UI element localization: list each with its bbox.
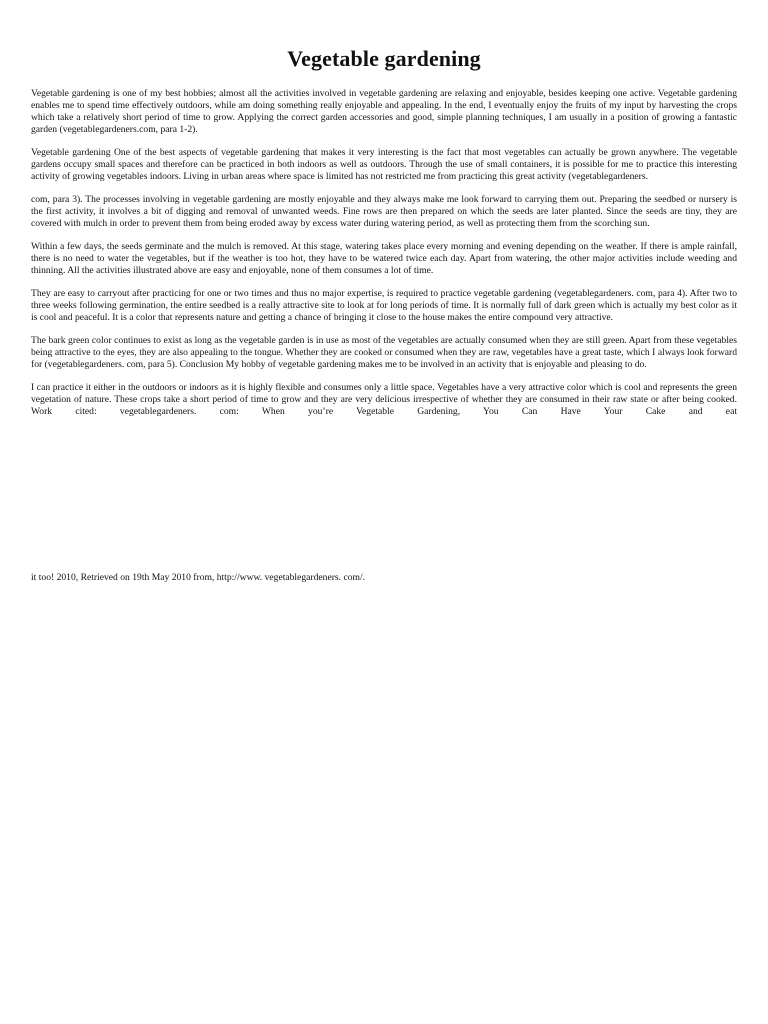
paragraph-5: They are easy to carryout after practicing for one or two times and thus no major expertise, is required to practice vegetable gardening (vegetablegardeners. com, para 4). After two to three weeks following germination, the entire seedbed is a really attractive site to look at for long periods of time. It is normally full of dark green which is actually my best color as it is cool and peaceful. It is a color that represents nature and getting a chance of bringing it close to the house makes the entire compound very attractive. [31, 288, 737, 323]
paragraph-2: Vegetable gardening One of the best aspects of vegetable gardening that makes it very interesting is the fact that most vegetables can actually be grown anywhere. The vegetable gardens occupy small spaces and therefore can be practiced in both indoors as well as outdoors. Through the use of small containers, it is possible for me to practice this interesting activity of growing vegetables indoors. Living in urban areas where space is limited has not restricted me from practicing this great activity (vegetablegardeners. [31, 147, 737, 182]
paragraph-4: Within a few days, the seeds germinate and the mulch is removed. At this stage, watering takes place every morning and evening depending on the weather. If there is ample rainfall, there is no need to water the vegetables, but if the weather is too hot, they have to be watered twice each day. Apart from watering, the other major activities include weeding and thinning. All the activities illustrated above are easy and enjoyable, none of them consumes a lot of time. [31, 241, 737, 276]
paragraph-6: The bark green color continues to exist as long as the vegetable garden is in use as most of the vegetables are actually consumed when they are still green. Apart from these vegetables being attractive to the eyes, they are also appealing to the tongue. Whether they are cooked or consumed when they are raw, vegetables have a great taste, which I always look forward for (vegetablegardeners. com, para 5). Conclusion My hobby of vegetable gardening makes me to be involved in an activity that is enjoyable and pleasing to do. [31, 335, 737, 370]
paragraph-1: Vegetable gardening is one of my best hobbies; almost all the activities involved in vegetable gardening are relaxing and enjoyable, besides keeping one active. Vegetable gardening enables me to spend time effectively outdoors, while am doing something really enjoyable and appealing. In the end, I eventually enjoy the fruits of my input by harvesting the crops which take a relatively short period of time to grow. Applying the correct garden accessories and good, simple planning techniques, I am usually in a position of growing a fantastic garden (vegetablegardeners.com, para 1-2). [31, 88, 737, 135]
paragraph-3: com, para 3). The processes involving in vegetable gardening are mostly enjoyable and they always make me look forward to carrying them out. Preparing the seedbed or nursery is the first activity, it involves a bit of digging and removal of unwanted weeds. Fine rows are then prepared on which the seeds are later planted. Since the seeds are tiny, they are covered with mulch in order to prevent them from being eroded away by excess water during watering period, as well as protecting them from the scorching sun. [31, 194, 737, 229]
document-page [31, 0, 737, 1024]
paragraph-7: I can practice it either in the outdoors or indoors as it is highly flexible and consumes only a little space. Vegetables have a very attractive color which is cool and represents the green vegetation of nature. These crops take a short period of time to grow and they are very delicious irrespective of whether they are consumed in their raw state or after being cooked. Work cited: vegetablegardeners. com: When you’re Vegetable Gardening, You Can Have Your Cake and eat [31, 382, 737, 417]
document-body [31, 88, 737, 418]
citation-continuation: it too! 2010, Retrieved on 19th May 2010 from, http://www. vegetablegardeners. com/. [31, 572, 366, 583]
page-title: Vegetable gardening [287, 46, 481, 71]
